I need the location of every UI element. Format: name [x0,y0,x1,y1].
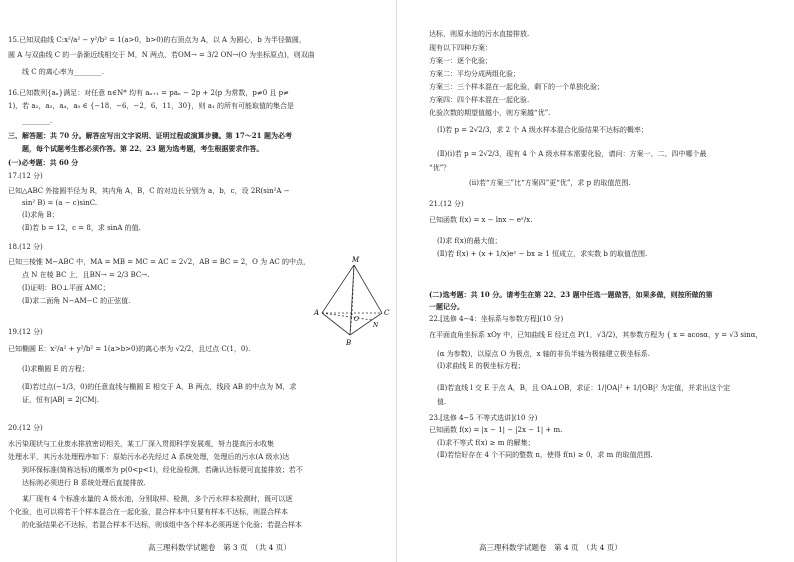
page-3-footer: 高三理科数学试题卷 第 3 页 （共 4 页） [148,543,291,552]
page-3-text-line: 证，恒有|AB| = 2|CM|. [22,396,100,404]
page-4-text-line: “优”？ [429,164,451,172]
page-3-text-line: 线 C 的离心率为________. [22,68,105,76]
page-4-text-line: (Ⅰ)求 f(x)的最大值； [437,237,502,245]
page-3-text-line: 达标则必须进行 B 系统处理后直接排放. [22,479,146,487]
page-4-text-line: 已知函数 f(x) = |x − 1| − |2x − 1| + m. [429,426,563,434]
page-4-text-line: 已知函数 f(x) = x − lnx − eˣ/x. [429,216,533,224]
page-3-text-line: 的化验结果必不达标，若混合样本不达标，则该组中各个样本必须再逐个化验；若混合样本 [22,521,302,529]
page-3-text-line: 15.已知双曲线 C:x²/a² − y²/b² = 1(a>0，b>0)的右顶点为 A，以 A 为圆心，b 为半径做圆， [8,36,306,44]
page-4-text-line: 方案三：三个样本混在一起化验，剩下的一个单独化验； [429,83,604,91]
page-3-text-line: (Ⅰ)求角 B； [22,211,59,219]
page-4-text-line: (Ⅱ)若 f(x) + (x + 1/x)eˣ − bx ≥ 1 恒成立，求实数 b 的取值范围. [437,250,648,258]
page-3-text-line: 点 N 在棱 BC 上，且BN→ = 2/3 BC→. [22,271,150,279]
page-4-text-line: 23.[选修 4−5 不等式选讲](10 分) [429,414,538,422]
page-4-text-line: 在平面直角坐标系 xOy 中，已知曲线 E 经过点 P(1，√3/2)，其参数方程为 { x = acosα，y = √3 sinα， [429,331,763,339]
label-O: O [354,316,359,323]
page-4-text-line: (α 为参数)，以原点 O 为极点，x 轴的非负半轴为极轴建立极坐标系. [437,350,651,358]
page-4-text-line: (二)选考题：共 10 分。请考生在第 22、23 题中任选一题做答，如果多做，则按所做的第 [429,290,713,299]
page-3-text-line: (一)必考题：共 60 分 [8,158,79,167]
page-4-text-line: (Ⅱ)若直线 l 交 E 于点 A，B，且 OA⊥OB，求证：1/|OA|² + 1/|OB|² 为定值，并求出这个定 [437,384,731,392]
page-3-text-line: 水污染现状与工业废水排放密切相关，某工厂深入贯彻科学发展观，努力提高污水收集 [8,440,274,448]
page-3-text-line: (Ⅰ)求椭圆 E 的方程； [22,365,89,373]
page-4-text-line: 达标，则原水池的污水直接排放. [429,30,530,38]
page-3-text-line: 题，每个试题考生都必须作答。第 22、23 题为选考题，考生根据要求作答。 [22,144,264,153]
page-3-text-line: 16.已知数列{aₙ}满足：对任意 n∈N* 均有 aₙ₊₁ = paₙ − 2p + 2(p 为常数，p≠0 且 p≠ [8,89,289,97]
page-3-text-line: sin² B) = (a − c)sinC. [22,199,98,207]
page-3-text-line: 三、解答题：共 70 分。解答应写出文字说明、证明过程或演算步骤。第 17～21 题为必考 [8,131,292,140]
page-3-text-line: 个化验，也可以将若干个样本混合在一起化验，混合样本中只要有样本不达标，则混合样本 [8,508,288,516]
page-4-text-line: (ⅱ)若“方案三”比“方案四”更“优”，求 p 的取值范围. [469,179,631,187]
page-3-text-line: 某厂现有 4 个标准水量的 A 级水池，分别取样、检测，多个污水样本检测时，既可以逐 [22,495,293,503]
label-A: A [314,309,320,317]
page-3-text-line: 17.(12 分) [8,172,43,180]
page-4-footer: 高三理科数学试题卷 第 4 页 （共 4 页） [479,543,622,552]
page-4-text-line: (Ⅰ)求不等式 f(x) ≥ m 的解集； [437,439,535,447]
page-4-text-line: 化验次数的期望值越小，则方案越“优”. [429,109,551,117]
page-4-text-line: 方案二：平均分成两组化验； [429,70,520,78]
page-4-text-line: (Ⅰ)若 p = 2√2/3，求 2 个 A 级水样本混合化验结果不达标的概率； [437,126,648,134]
label-C: C [384,309,390,317]
page-3-text-line: (Ⅰ)证明：BO⊥平面 AMC； [22,284,110,292]
page-3-text-line: 已知△ABC 外接圆半径为 R，其内角 A，B，C 的对边长分别为 a，b，c，设 2R(sin²A − [8,187,290,195]
label-M: M [352,256,360,264]
page-3-text-line: (Ⅱ)求二面角 N−AM−C 的正弦值. [22,297,131,305]
page-3 [0,0,395,562]
page-3-text-line: 到环保标准(简称达标)的概率为 p(0<p<1)，经化验检测，若确认达标便可直接排放；若不 [22,466,303,474]
page-4-text-line: 值. [437,398,447,406]
page-3-text-line: 19.(12 分) [8,328,43,336]
page-3-text-line: 圆 A 与双曲线 C 的一条渐近线相交于 M，N 两点，若OM→ = 3/2 ON→(O 为坐标原点)，则双曲 [8,51,315,59]
label-N: N [373,322,379,329]
page-4-text-line: 现有以下四种方案： [429,44,492,52]
label-B: B [346,339,352,347]
page-4-text-line: 22.[选修 4−4：坐标系与参数方程](10 分) [429,315,564,323]
page-divider [396,0,397,562]
page-4 [399,0,794,562]
page-4-text-line: (Ⅱ)若恰好存在 4 个不同的整数 n，使得 f(n) ≥ 0，求 m 的取值范围. [437,451,653,459]
page-4-text-line: (Ⅱ)(ⅰ)若 p = 2√2/3，现有 4 个 A 级水样本需要化验，请问：方案一、二、四中哪个最 [437,150,707,158]
page-4-text-line: 21.(12 分) [429,200,464,208]
page-4-text-line: 方案四：四个样本混在一起化验. [429,96,530,104]
page-4-text-line: 方案一：逐个化验； [429,57,492,65]
page-3-text-line: ________. [22,117,53,125]
page-3-text-line: (Ⅱ)若过点(−1/3，0)的任意直线与椭圆 E 相交于 A，B 两点，线段 AB 的中点为 M，求 [22,383,297,391]
page-4-text-line: (Ⅰ)求曲线 E 的极坐标方程； [437,362,525,370]
page-3-text-line: 已知三棱锥 M−ABC 中，MA = MB = MC = AC = 2√2，AB = BC = 2，O 为 AC 的中点， [8,258,311,266]
page-3-text-line: (Ⅱ)若 b = 12，c = 8，求 sinA 的值. [22,224,141,232]
page-3-text-line: 18.(12 分) [8,243,43,251]
pyramid-figure [312,253,392,348]
page-3-text-line: 已知椭圆 E：x²/a² + y²/b² = 1(a>b>0)的离心率为 √2/2，且过点 C(1，0). [8,345,251,353]
page-4-text-line: 一题记分。 [429,302,464,311]
page-3-text-line: 1)，若 a₂，a₃，a₄，a₅ ∈ {−18，−6，−2，6，11，30}，则 a₁ 的所有可能取值的集合是 [8,102,294,110]
page-3-text-line: 20.(12 分) [8,424,43,432]
page-3-text-line: 处理水平，其污水处理程序如下：原始污水必先经过 A 系统处理，处理后的污水(A 级水)达 [8,453,290,461]
